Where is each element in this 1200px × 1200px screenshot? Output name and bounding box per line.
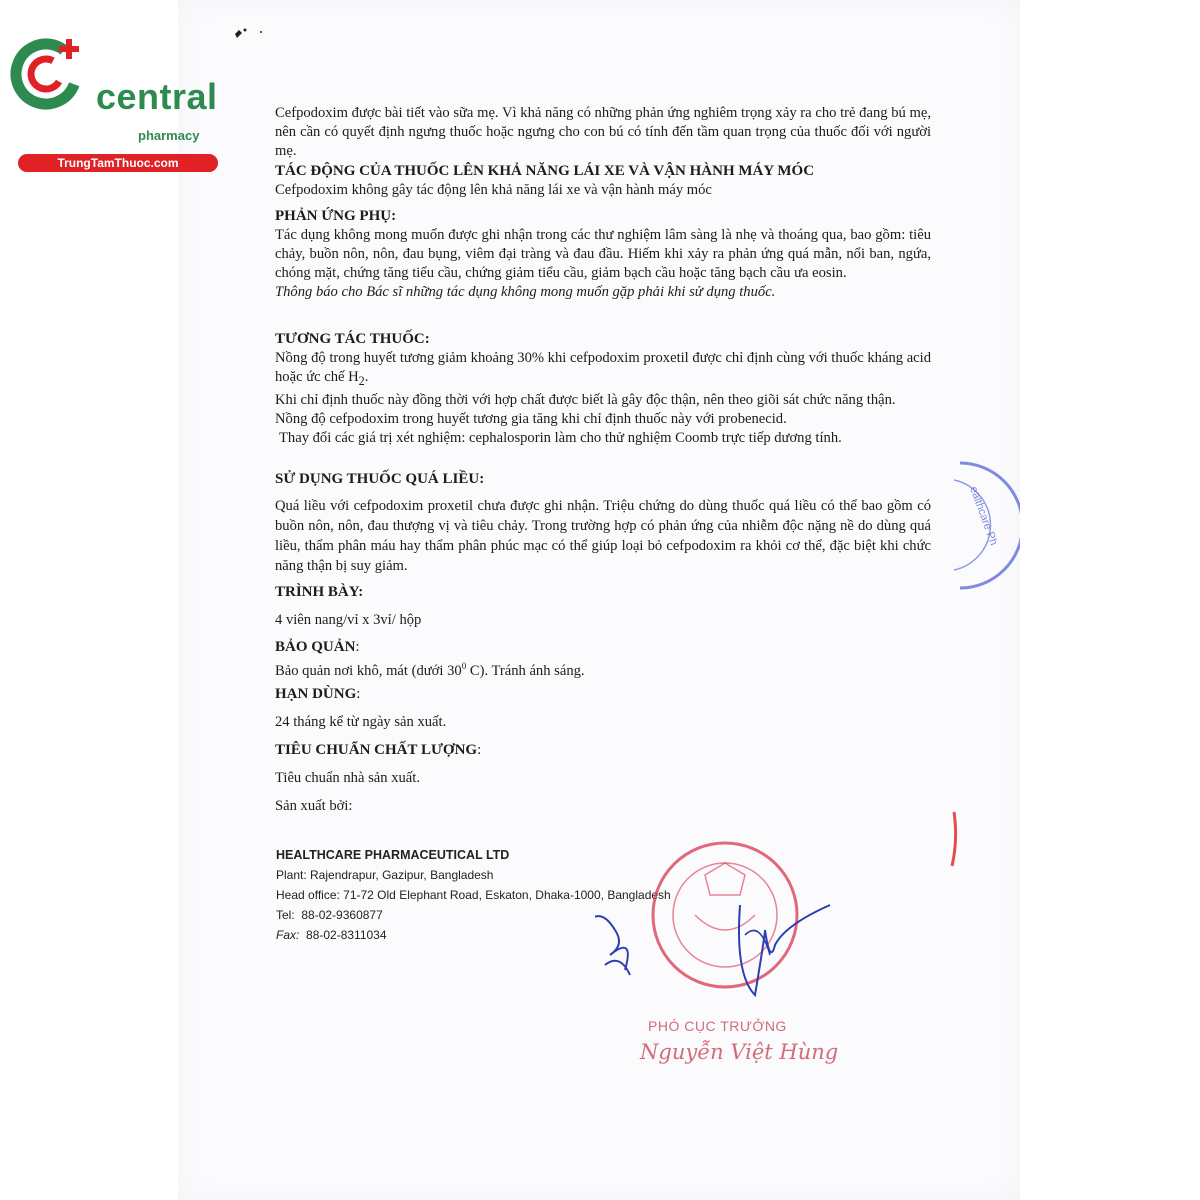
section-storage xyxy=(275,638,931,681)
section-standard xyxy=(275,741,931,760)
scan-specks xyxy=(225,20,275,50)
section-presentation xyxy=(275,583,931,602)
overdose-text: Quá liều với cefpodoxim proxetil chưa được ghi nhận. Triệu chứng do dùng thuốc quá liều có thể bao gồm có buồn nôn, nôn, đau thượng vị và tiêu chảy. Trong trường hợp có phản ứng của nhiễm độc nặng nề do dùng quá liều, thẩm phân máu hay thẩm phân phúc mạc có thể giúp loại bỏ cefpodoxim ra khỏi cơ thể, đặc biệt khi chức năng thận bị suy giảm. xyxy=(275,498,931,574)
interaction-1-subscript: 2 xyxy=(358,373,365,388)
fax-label: Fax: xyxy=(276,928,300,942)
interaction-2: Khi chỉ định thuốc này đồng thời với hợp chất được biết là gây độc thận, nên theo giõi sát chức năng thận. xyxy=(275,391,896,408)
interaction-1 xyxy=(275,349,931,391)
approval-signer: Nguyễn Việt Hùng xyxy=(640,1040,839,1064)
expiry-body xyxy=(275,713,931,732)
presentation-heading: TRÌNH BÀY: xyxy=(275,584,364,600)
driving-heading: TÁC ĐỘNG CỦA THUỐC LÊN KHẢ NĂNG LÁI XE VÀ VẬN HÀNH MÁY MÓC xyxy=(275,163,815,179)
expiry-text: 24 tháng kể từ ngày sản xuất. xyxy=(275,714,447,730)
side-effects-note: Thông báo cho Bác sĩ những tác dụng không mong muốn gặp phải khi sử dụng thuốc. xyxy=(275,284,776,300)
expiry-heading: HẠN DÙNG xyxy=(275,686,357,702)
presentation-text: 4 viên nang/vỉ x 3vỉ/ hộp xyxy=(275,612,422,628)
expiry-colon: : xyxy=(356,686,361,702)
interaction-3: Nồng độ cefpodoxim trong huyết tương gia tăng khi chỉ định thuốc này với probenecid. xyxy=(275,410,787,427)
standard-text: Tiêu chuẩn nhà sản xuất. xyxy=(275,770,420,786)
central-pharmacy-logo xyxy=(8,36,223,170)
company-plant: Plant: Rajendrapur, Gazipur, Bangladesh xyxy=(276,868,494,882)
interactions-heading: TƯƠNG TÁC THUỐC: xyxy=(275,331,430,347)
section-lactation xyxy=(275,104,931,161)
section-driving xyxy=(275,162,931,200)
storage-text xyxy=(275,657,931,681)
pharmacy-cross-logo-icon xyxy=(8,36,98,116)
driving-text: Cefpodoxim không gây tác động lên khả năng lái xe và vận hành máy móc xyxy=(275,182,712,198)
section-expiry xyxy=(275,685,931,704)
lactation-text: Cefpodoxim được bài tiết vào sữa mẹ. Vì khả năng có những phản ứng nghiêm trọng xảy ra cho trẻ đang bú mẹ, nên cần có quyết định ngưng thuốc hoặc ngưng cho con bú có tính đến tầm quan trọng của thuốc đối với người mẹ. xyxy=(275,105,931,159)
storage-text-a: Bảo quản nơi khô, mát (dưới 30 xyxy=(275,662,462,679)
interaction-1-end: . xyxy=(364,369,369,385)
storage-sup: 0 xyxy=(461,661,467,671)
standard-colon: : xyxy=(477,742,482,758)
manufacturer-label: Sản xuất bởi: xyxy=(275,798,353,814)
storage-heading: BẢO QUẢN xyxy=(275,639,356,655)
overdose-heading: SỬ DỤNG THUỐC QUÁ LIỀU: xyxy=(275,471,485,487)
company-head-office: Head office: 71-72 Old Elephant Road, Eskaton, Dhaka-1000, Bangladesh xyxy=(276,888,671,902)
brand-name: central xyxy=(96,76,218,117)
interaction-4: Thay đổi các giá trị xét nghiệm: cephalosporin làm cho thử nghiệm Coomb trực tiếp dương tính. xyxy=(279,429,842,446)
storage-heading-line xyxy=(275,638,931,657)
section-overdose xyxy=(275,470,931,489)
storage-text-b: C). Tránh ánh sáng. xyxy=(466,662,585,679)
tel-label: Tel: xyxy=(276,908,295,922)
section-interactions xyxy=(275,330,931,448)
interaction-1-text: Nồng độ trong huyết tương giảm khoảng 30% khi cefpodoxim proxetil được chỉ định cùng với thuốc kháng acid hoặc ức chế H xyxy=(275,350,931,385)
section-side-effects xyxy=(275,207,931,302)
overdose-body xyxy=(275,496,931,576)
standard-heading-line xyxy=(275,741,931,760)
presentation-body xyxy=(275,611,931,630)
company-name: HEALTHCARE PHARMACEUTICAL LTD xyxy=(276,848,510,862)
manufacturer-label-block xyxy=(275,797,931,816)
side-effects-text: Tác dụng không mong muốn được ghi nhận trong các thư nghiệm lâm sàng là nhẹ và thoáng qua, bao gồm: tiêu chảy, buồn nôn, nôn, đau bụng, viêm đại tràng và đau đầu. Hiếm khi xảy ra phản ứng quá mẫn, nổi ban, ngứa, chóng mặt, chứng tăng tiểu cầu, chứng giảm tiểu cầu, giảm bạch cầu hoặc tăng bạch cầu ưa eosin. xyxy=(275,227,931,281)
side-stamp-text: ealthcare Ph xyxy=(967,484,1000,548)
expiry-heading-line xyxy=(275,685,931,704)
side-effects-heading: PHẢN ỨNG PHỤ: xyxy=(275,208,397,224)
tel-value: 88-02-9360877 xyxy=(301,908,383,922)
standard-body xyxy=(275,769,931,788)
red-mark xyxy=(948,810,960,870)
brand-site-badge: TrungTamThuoc.com xyxy=(18,154,218,172)
standard-heading: TIÊU CHUẨN CHẤT LƯỢNG xyxy=(275,742,478,758)
storage-colon: : xyxy=(355,639,360,655)
approval-title: PHÓ CỤC TRƯỞNG xyxy=(648,1018,787,1034)
side-stamp xyxy=(940,458,1020,598)
fax-value: 88-02-8311034 xyxy=(306,928,387,942)
brand-sub: pharmacy xyxy=(138,128,200,143)
